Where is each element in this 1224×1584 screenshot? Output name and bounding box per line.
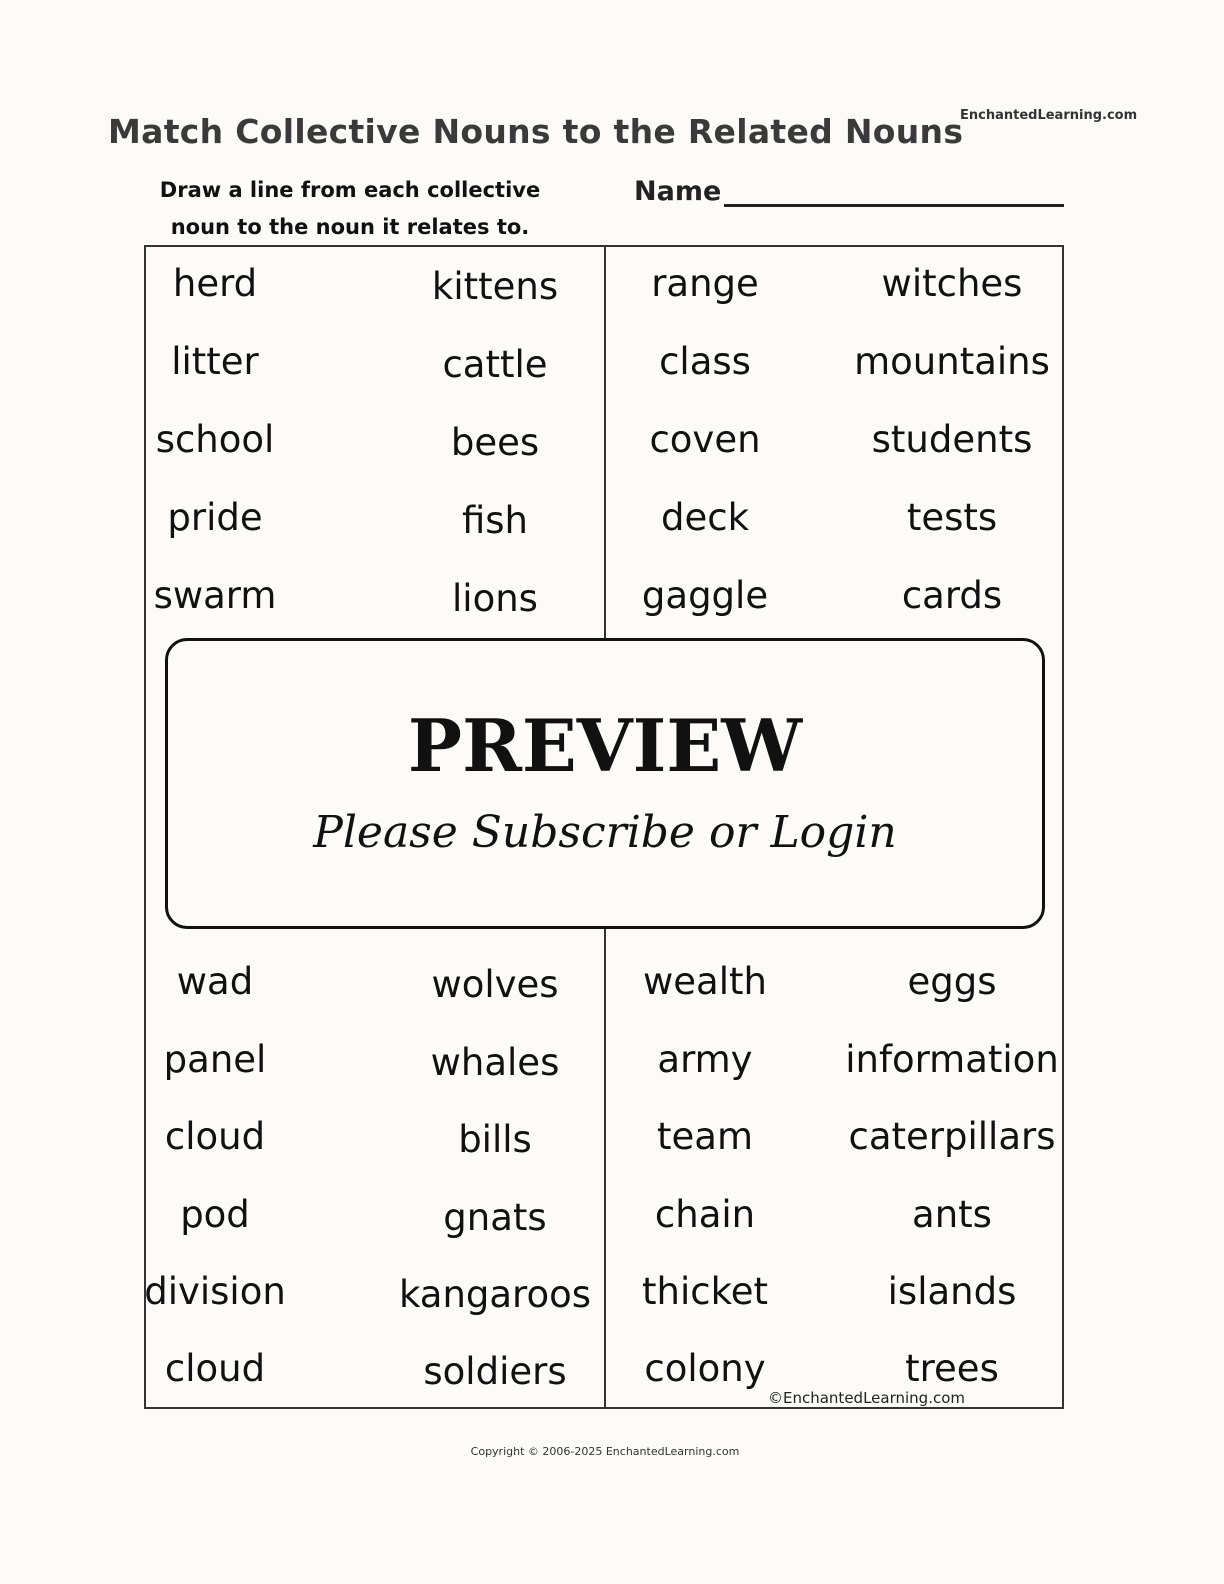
related-noun: gnats — [443, 1196, 547, 1239]
collective-noun: cloud — [164, 1347, 266, 1390]
collective-noun: cloud — [164, 1115, 266, 1158]
collective-noun: range — [651, 262, 759, 305]
name-label: Name — [634, 176, 722, 207]
preview-heading: PREVIEW — [407, 703, 803, 788]
related-noun: whales — [430, 1041, 560, 1084]
collective-noun: coven — [649, 418, 761, 461]
collective-noun: class — [659, 340, 751, 383]
collective-noun: team — [657, 1115, 753, 1158]
instructions: Draw a line from each collective noun to the noun it relates to. — [159, 178, 541, 239]
related-noun: bees — [450, 421, 540, 464]
related-noun: students — [871, 418, 1033, 461]
collective-noun: army — [657, 1038, 753, 1081]
related-noun: caterpillars — [848, 1115, 1056, 1158]
collective-noun: deck — [660, 496, 750, 539]
related-noun: lions — [452, 577, 538, 620]
collective-noun: swarm — [153, 574, 277, 617]
footer-copyright: Copyright © 2006-2025 EnchantedLearning.com — [470, 1445, 740, 1458]
collective-noun: wealth — [643, 960, 767, 1003]
page-title: Match Collective Nouns to the Related Nouns — [108, 112, 964, 151]
sheet-copyright: ©EnchantedLearning.com — [768, 1389, 965, 1407]
collective-noun: herd — [172, 262, 258, 305]
collective-noun: school — [155, 418, 275, 461]
related-noun: witches — [881, 262, 1023, 305]
related-noun: cards — [901, 574, 1003, 617]
related-noun: islands — [887, 1270, 1017, 1313]
related-noun: wolves — [431, 963, 559, 1006]
related-noun: soldiers — [423, 1350, 567, 1393]
collective-noun: division — [144, 1270, 286, 1313]
related-noun: fish — [461, 499, 529, 542]
related-noun: tests — [906, 496, 998, 539]
collective-noun: wad — [176, 960, 254, 1003]
collective-noun: thicket — [642, 1270, 768, 1313]
collective-noun: litter — [171, 340, 259, 383]
related-noun: information — [845, 1038, 1059, 1081]
subscribe-login-text[interactable]: Please Subscribe or Login — [313, 807, 897, 858]
collective-noun: pride — [167, 496, 263, 539]
related-noun: ants — [912, 1193, 992, 1236]
collective-noun: chain — [654, 1193, 756, 1236]
collective-noun: panel — [163, 1038, 267, 1081]
collective-noun: gaggle — [641, 574, 769, 617]
related-noun: trees — [905, 1347, 999, 1390]
preview-overlay[interactable] — [165, 638, 1045, 929]
name-line — [724, 204, 1064, 207]
related-noun: bills — [458, 1118, 532, 1161]
related-noun: kittens — [431, 265, 559, 308]
site-link[interactable]: EnchantedLearning.com — [960, 108, 1138, 123]
related-noun: kangaroos — [398, 1273, 592, 1316]
related-noun: cattle — [442, 343, 548, 386]
related-noun: eggs — [907, 960, 997, 1003]
collective-noun: colony — [644, 1347, 766, 1390]
collective-noun: pod — [180, 1193, 250, 1236]
related-noun: mountains — [854, 340, 1050, 383]
